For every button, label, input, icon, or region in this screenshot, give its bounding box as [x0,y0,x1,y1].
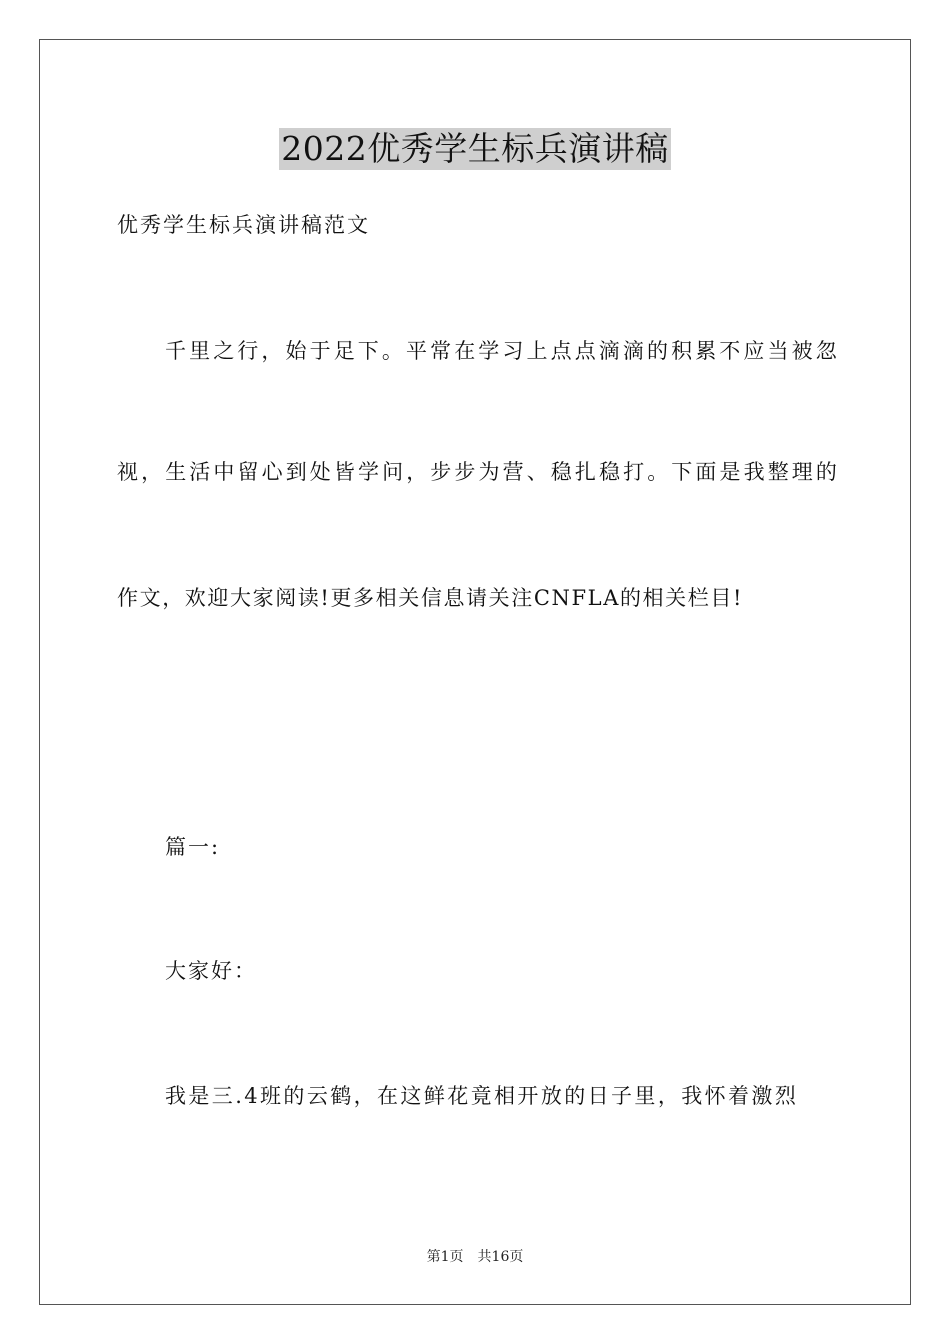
page-footer [0,1247,950,1267]
document-subtitle: 优秀学生标兵演讲稿范文 [117,213,370,237]
intro-paragraph-line-1: 千里之行，始于足下。平常在学习上点点滴滴的积累不应当被忽 [165,339,840,363]
intro-paragraph-line-3: 作文，欢迎大家阅读!更多相关信息请关注CNFLA的相关栏目! [117,586,744,610]
page-number-current: 第1页 [426,1249,464,1265]
section-heading: 篇一: [165,835,221,859]
greeting: 大家好： [165,959,257,983]
intro-paragraph-line-2: 视，生活中留心到处皆学问，步步为营、稳扎稳打。下面是我整理的 [117,460,840,484]
document-title: 2022优秀学生标兵演讲稿 [281,129,669,168]
title-container [0,128,950,170]
page-number-total: 共16页 [477,1249,524,1265]
speech-paragraph-line-1: 我是三.4班的云鹤，在这鲜花竟相开放的日子里，我怀着激烈 [165,1084,799,1108]
